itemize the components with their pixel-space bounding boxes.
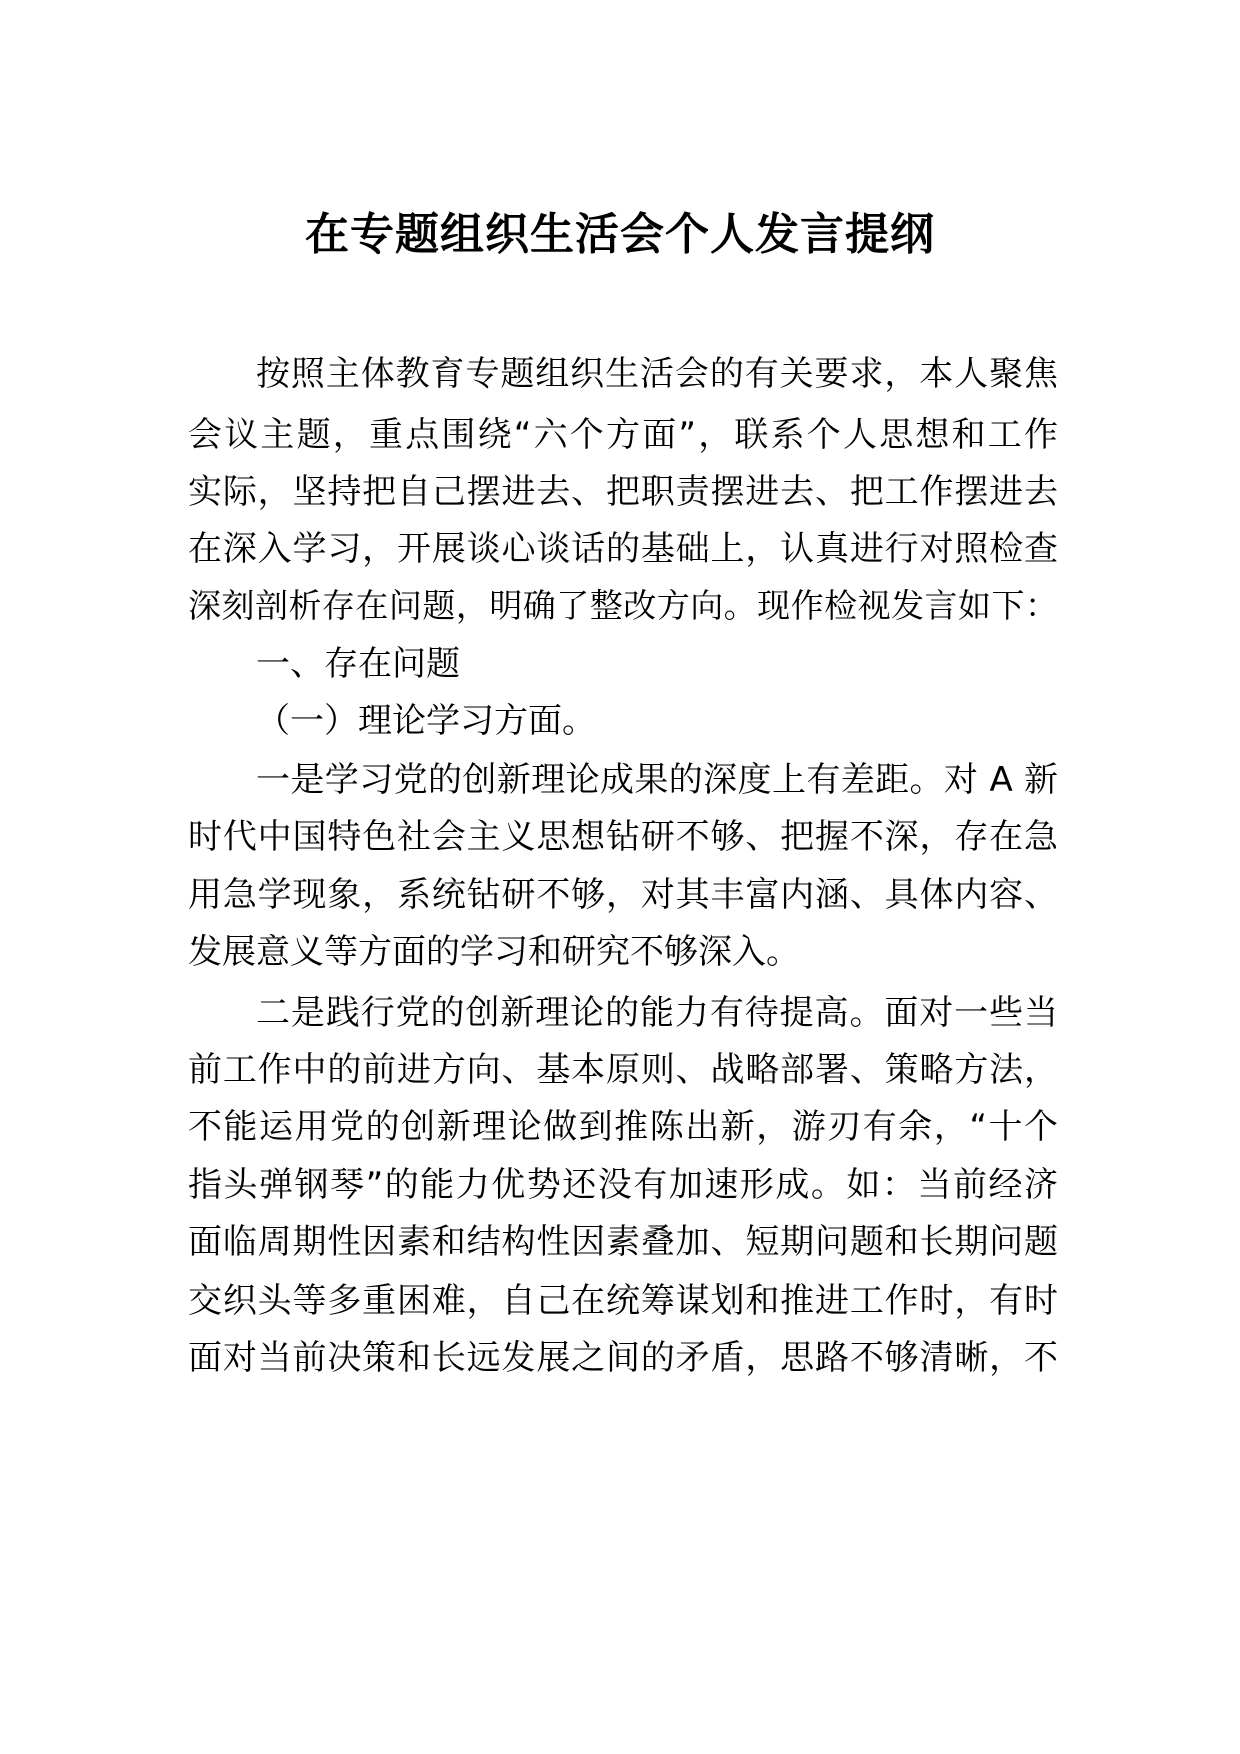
paragraph-line: 在深入学习，开展谈心谈话的基础上，认真进行对照检查: [188, 529, 1058, 569]
subsection-heading: （一）理论学习方面。: [256, 701, 596, 741]
paragraph-line: 发展意义等方面的学习和研究不够深入。: [188, 932, 800, 972]
paragraph-line: 按照主体教育专题组织生活会的有关要求，本人聚焦: [256, 354, 1058, 394]
paragraph-line: 时代中国特色社会主义思想钻研不够、把握不深，存在急: [188, 817, 1058, 857]
paragraph-line: 二是践行党的创新理论的能力有待提高。面对一些当: [256, 993, 1058, 1033]
paragraph-line: 面对当前决策和长远发展之间的矛盾，思路不够清晰，不: [188, 1338, 1058, 1378]
document-title: 在专题组织生活会个人发言提纲: [305, 209, 935, 260]
paragraph-line: 实际，坚持把自己摆进去、把职责摆进去、把工作摆进去: [188, 472, 1058, 512]
paragraph-line: 一是学习党的创新理论成果的深度上有差距。对 A 新: [256, 760, 1058, 800]
paragraph-line: 交织头等多重困难，自己在统筹谋划和推进工作时，有时: [188, 1281, 1058, 1321]
paragraph-line: 面临周期性因素和结构性因素叠加、短期问题和长期问题: [188, 1222, 1058, 1262]
paragraph-line: 前工作中的前进方向、基本原则、战略部署、策略方法，: [188, 1050, 1058, 1090]
paragraph-line: 深刻剖析存在问题，明确了整改方向。现作检视发言如下：: [188, 586, 1058, 625]
paragraph-line: 用急学现象，系统钻研不够，对其丰富内涵、具体内容、: [188, 875, 1058, 915]
paragraph-line: 会议主题，重点围绕“六个方面”，联系个人思想和工作: [188, 415, 1058, 455]
section-heading: 一、存在问题: [256, 644, 460, 684]
paragraph-line: 不能运用党的创新理论做到推陈出新，游刃有余，“十个: [188, 1107, 1058, 1147]
paragraph-line: 指头弹钢琴”的能力优势还没有加速形成。如：当前经济: [188, 1165, 1058, 1205]
